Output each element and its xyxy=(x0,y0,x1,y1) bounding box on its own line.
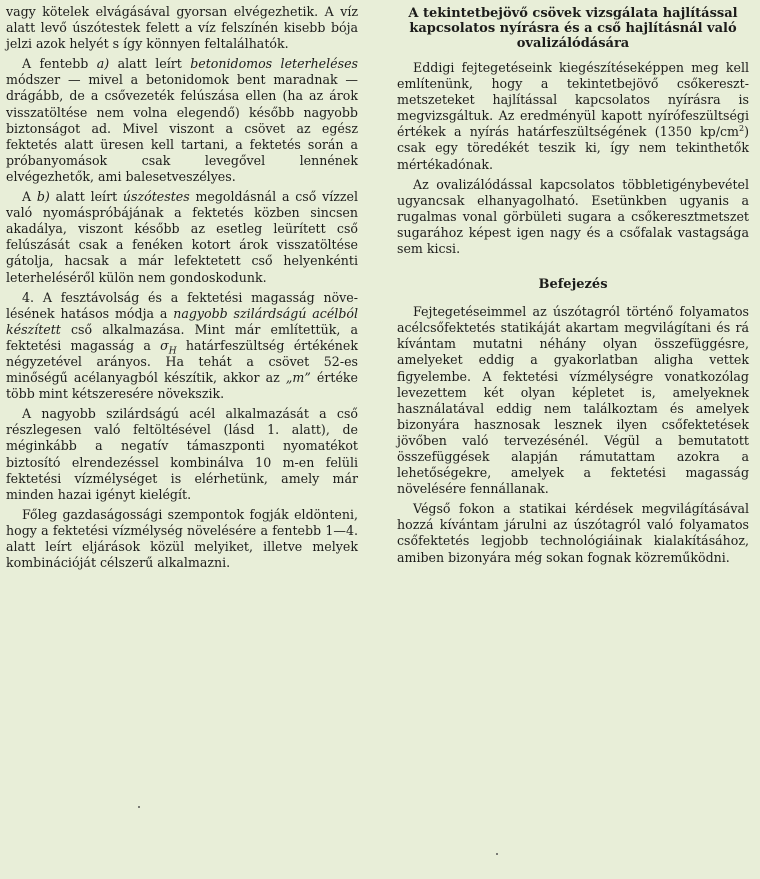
emphasis-term: betonidomos leterheléses xyxy=(190,56,358,72)
paragraph-higher-strength-steel: A nagyobb szilárdságú acél alkalmazását a cső részlegesen való feltöltésével (lásd 1. alatt), de méginkább a negatív támaszponti nyomatékot biztosító elrendezéssel kombinálva 10 m-en felüli fektetési vízmélységet is elérhetünk, amely már minden hazai igényt kielégít. xyxy=(6,406,358,502)
paragraph-shear-check xyxy=(397,60,749,173)
left-column xyxy=(6,4,358,575)
paragraph-method-a xyxy=(6,56,358,185)
paragraph-final: Végső fokon a statikai kérdések megvilágításával hozzá kívántam járulni az úszótagról való folyamatos csőfektetés legjobb technológiáinak kialakításához, amiben bizonyára még sokan fognak közreműködni. xyxy=(397,501,749,565)
text-run: alatt leírt xyxy=(109,56,191,72)
text-run: alatt leírt xyxy=(49,189,123,205)
sigma-symbol: σ xyxy=(160,337,169,353)
paragraph-ovalization: Az ovalizálódással kapcsolatos többletigénybevétel ugyancsak elhanyagolható. Esetünkben ugyanis a rugalmas vonal görbületi sugara a csőkeresztmetszet sugarához képest igen nagy és a csőfalak vastagsága sem kicsi. xyxy=(397,176,749,257)
text-run: Eddigi fejtegetéseink kiegészítéseképpen meg kell említenünk, hogy a tekintetbejövő csőkeresztmetszeteket hajlítással kapcsolatos nyírásra is megvizsgáltuk. Az eredményül kapott nyírófeszültségi értékek a nyírás határfeszültségének (1350 kp/cm xyxy=(397,60,749,140)
text-run: ) csak egy töredékét teszik ki, így nem tekinthetők mértékadónak. xyxy=(397,124,749,172)
item-reference: a) xyxy=(96,56,110,72)
text-run: cső alkalmazása. Mint már említettük, a fektetési magasság a xyxy=(6,321,358,353)
text-run: A xyxy=(22,189,37,205)
scan-speck xyxy=(496,853,498,855)
paragraph-economic-considerations: Főleg gazdaságossági szempontok fogják eldönteni, hogy a fektetési vízmélység növelésére a fentebb 1—4. alatt leírt eljárások közül melyiket, illetve melyek kombinációját célszerű alkalmazni. xyxy=(6,506,358,571)
text-run: megoldásnál a cső vízzel való nyomáspróbájának a fektetés közben sincsen akadálya, viszont később az esetleg leürített cső felúszását csak a fenéken kotort árok visszatöltése gátolja, hacsak a már lefektetett cső helyenkénti leterheléséről külön nem gondoskodunk. xyxy=(6,189,358,285)
paragraph-point-4 xyxy=(6,290,358,403)
emphasis-term: úszótestes xyxy=(122,189,190,205)
text-run: értéke több mint kétszeresére növekszik. xyxy=(6,370,358,402)
conclusion-heading: Befejezés xyxy=(538,277,608,293)
paragraph-conclusion: Fejtegetéseimmel az úszótagról történő folyamatos acélcsőfektetés statikáját akartam megvilágítani és rá kívántam mutatni néhány olyan összefüggésre, amelyeket eddig a gyakorlatban aligha vettek figyelembe. A fektetési vízmélységre vonatkozólag levezettem két olyan képletet is, amelyeknek használatával eddig nem találkoztam és amelyek bizonyára hasznosak lesznek ilyen csőfektetések jövőben való tervezésénél. Végül a bemutatott összefüggések alapján rámutattam azokra a lehetőségekre, amelyek a fektetési magasság növelésére fennállanak. xyxy=(397,304,749,497)
text-run: A fentebb xyxy=(22,56,97,72)
text-run: határfeszültség értékének négyzetével arányos. Ha tehát a csövet 52-es minőségű acélanyagból készítik, akkor az xyxy=(6,337,358,386)
paragraph-continuation: vagy kötelek elvágásával gyorsan elvégezhetik. A víz alatt levő úszótestek felett a víz felszínén kisebb bója jelzi azok helyét s így könnyen feltalálhatók. xyxy=(6,4,358,52)
scan-speck xyxy=(138,806,140,808)
superscript: 2 xyxy=(738,124,745,134)
item-reference: b) xyxy=(36,189,50,205)
quoted-symbol: „m” xyxy=(285,370,311,386)
paragraph-method-b xyxy=(6,189,358,286)
emphasis-term: nagyobb szilárdságú acélból készített xyxy=(6,305,359,337)
right-column xyxy=(397,4,749,570)
text-run: módszer — mivel a betonidomok bent maradnak — drágább, de a csővezeték felúszása ellen (ha az árok visszatöltése nem volna elegendő) később nagyobb biztonságot ad. Mivel viszont a csövet az egész fektetés alatt üresen kell tartani, a fektetés során a próbanyomások csak levegővel lennének elvégezhetők, ami balesetveszélyes. xyxy=(6,72,358,184)
text-run: 4. A fesztávolság és a fektetési magasság növelésének hatásos módja a xyxy=(6,289,358,321)
section-heading: A tekintetbejövő csövek vizsgálata hajlítással kapcsolatos nyírásra és a cső hajlításnál való ovalizálódására xyxy=(408,6,738,51)
sigma-subscript: H xyxy=(168,346,177,357)
